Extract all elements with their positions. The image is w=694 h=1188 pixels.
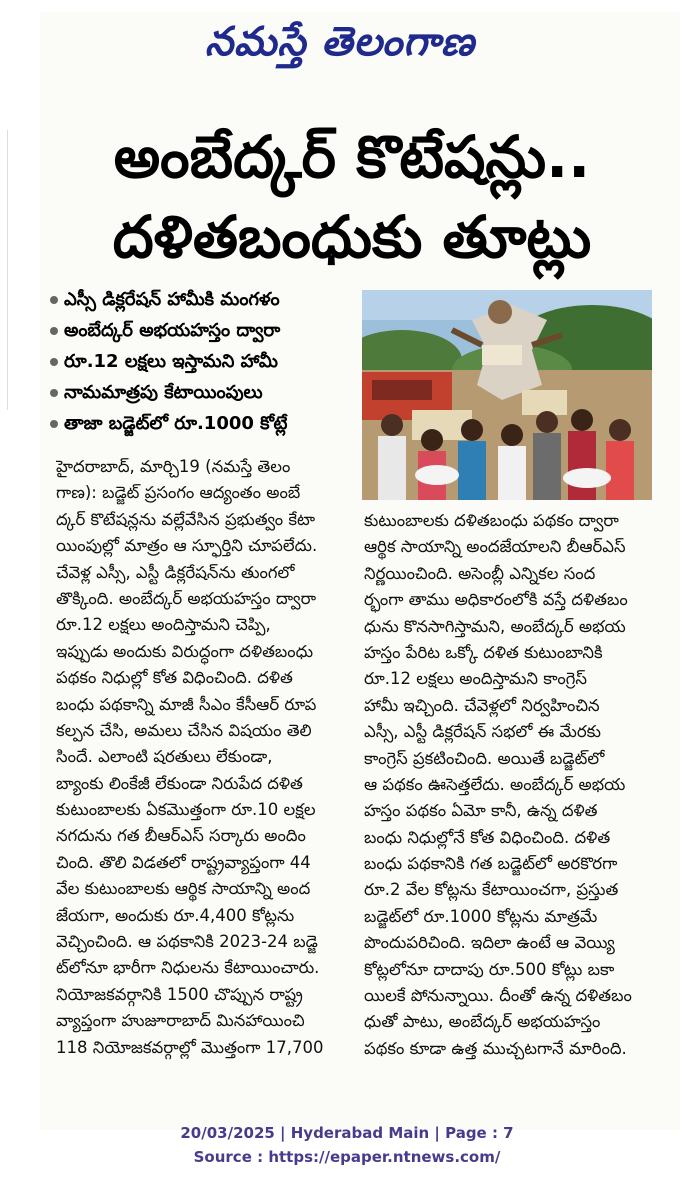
article-line: పథకం నిధుల్లో కోత విధించింది. దళిత <box>56 668 293 688</box>
article-line: నగదును గత బీఆర్‌ఎస్ సర్కారు అందిం <box>56 826 306 846</box>
source-link[interactable]: Source : https://epaper.ntnews.com/ <box>193 1148 501 1166</box>
bullet-item: అంబేద్కర్ అభయహస్తం ద్వారా <box>48 315 378 346</box>
article-line: రూ.2 వేల కోట్లను కేటాయించగా, ప్రస్తుత <box>364 880 619 900</box>
article-line: తొక్కింది. అంబేద్కర్ అభయహస్తం ద్వారా <box>56 588 317 608</box>
bullet-item: ఎస్సీ డిక్లరేషన్ హామీకి మంగళం <box>48 284 378 315</box>
article-line: బంధు పథకానికి గత బడ్జెట్‌లో అరకొరగా <box>364 854 618 874</box>
article-line: సిందే. ఎలాంటి షరతులు లేకుండా, <box>56 747 273 767</box>
article-line: కల్పన చేసి, అమలు చేసిన విషయం తెలి <box>56 720 312 740</box>
article-line: కాంగ్రెస్ ప్రకటించింది. అయితే బడ్జెట్‌లో <box>364 748 605 768</box>
article-line: ఎస్సీ, ఎస్టీ డిక్లరేషన్ సభలో ఈ మేరకు <box>364 722 601 742</box>
article-line: ధును కొనసాగిస్తామని, అంబేద్కర్ అభయ <box>364 616 626 636</box>
article-line: ఇప్పుడు అందుకు విరుద్ధంగా దళితబంధు <box>56 641 314 661</box>
article-line: ఆ పథకం ఊసెత్తలేదు. అంబేద్కర్ అభయ <box>364 774 626 794</box>
article-line: బంధు పథకాన్ని మాజీ సీఎం కేసీఆర్ రూప <box>56 694 317 714</box>
article-line: పొందుపరిచింది. ఇదిలా ఉంటే ఆ వెయ్యి <box>364 933 615 953</box>
article-line: నిర్ణయించింది. అసెంబ్లీ ఎన్నికల సంద <box>364 563 596 583</box>
article-line: చింది. తొలి విడతలో రాష్ట్రవ్యాప్తంగా 44 <box>56 852 311 872</box>
article-line: వ్యాప్తంగా హుజూరాబాద్ మినహాయించి <box>56 1011 305 1031</box>
column-rule <box>7 130 8 410</box>
article-line: హస్తం పేరిట ఒక్కో దళిత కుటుంబానికి <box>364 642 603 662</box>
masthead-logo: నమస్తే తెలంగాణ <box>204 18 476 65</box>
article-line: వేల కుటుంబాలకు ఆర్థిక సాయాన్ని అంద <box>56 879 311 899</box>
article-line: ఆర్థిక సాయాన్ని అందజేయాలని బీఆర్‌ఎస్ <box>364 537 626 557</box>
article-line: పథకం కూడా ఉత్త ముచ్చటగానే మారింది. <box>364 1038 627 1058</box>
article-line: రూ.12 లక్షలు అందిస్తామని చెప్పి, <box>56 615 271 635</box>
article-line: 118 నియోజకవర్గాల్లో మొత్తంగా 17,700 <box>56 1037 324 1057</box>
article-line: ద్కర్ కొటేషన్లను వల్లేవేసిన ప్రభుత్వం కేటా <box>56 509 315 529</box>
article-line: కుటుంబాలకు ఏకమొత్తంగా రూ.10 లక్షల <box>56 800 316 820</box>
article-line: ట్‌లోనూ భారీగా నిధులను కేటాయించారు. <box>56 958 320 978</box>
article-line: హామీ ఇచ్చింది. చేవెళ్లలో నిర్వహించిన <box>364 695 600 715</box>
article-line: బ్యాంకు లింకేజీ లేకుండా నిరుపేద దళిత <box>56 773 303 793</box>
protest-photo <box>362 290 652 500</box>
bullet-item: తాజా బడ్జెట్‌లో రూ.1000 కోట్లే <box>48 408 378 439</box>
article-line: నియోజకవర్గానికి 1500 చొప్పున రాష్ట్ర <box>56 984 303 1004</box>
article-line: బంధు నిధుల్లోనే కోత విధించింది. దళిత <box>364 827 611 847</box>
headline-line-1: అంబేద్కర్ కొటేషన్లు.. <box>113 123 591 191</box>
article-line: కుటుంబాలకు దళితబంధు పథకం ద్వారా <box>364 511 619 530</box>
article-line: రూ.12 లక్షలు అందిస్తామని కాంగ్రెస్ <box>364 669 587 689</box>
article-line: ర్భంగా తాము అధికారంలోకి వస్తే దళితబం <box>364 590 628 610</box>
protest-photo-image <box>362 290 652 500</box>
bullet-item: రూ.12 లక్షలు ఇస్తామని హామీ <box>48 346 378 377</box>
article-column-2 <box>364 508 656 1062</box>
article-line: హస్తం పథకం ఏమో కానీ, ఉన్న దళిత <box>364 801 598 821</box>
article-column-1 <box>56 454 356 1061</box>
article-line: యిలకే పోనున్నాయి. దీంతో ఉన్న దళితబం <box>364 986 632 1006</box>
article-line: బడ్జెట్‌లో రూ.1000 కోట్లను మాత్రమే <box>364 906 598 926</box>
article-line: యింపుల్లో మాత్రం ఆ స్ఫూర్తిని చూపలేదు. <box>56 536 318 556</box>
edition-info: 20/03/2025 | Hyderabad Main | Page : 7 <box>180 1124 514 1142</box>
article-line: వెచ్చించింది. ఆ పథకానికి 2023-24 బడ్జె <box>56 932 318 952</box>
bullet-list <box>48 284 378 439</box>
bullet-item: నామమాత్రపు కేటాయింపులు <box>48 377 378 408</box>
article-line: హైదరాబాద్, మార్చి19 (నమస్తే తెలం <box>56 457 291 476</box>
article-line: చేవెళ్ల ఎస్సీ, ఎస్టీ డిక్లరేషన్‌ను తుంగలో <box>56 562 295 582</box>
article-line: కోట్లలోనూ దాదాపు రూ.500 కోట్లు బకా <box>364 959 615 979</box>
article-line: జేయగా, అందుకు రూ.4,400 కోట్లను <box>56 905 295 925</box>
article-line: ధుతో పాటు, అంబేద్కర్ అభయహస్తం <box>364 1012 601 1032</box>
headline-line-2: దళితబంధుకు తూట్లు <box>112 203 592 271</box>
article-line: గాణ): బడ్జెట్ ప్రసంగం ఆద్యంతం అంబే <box>56 483 301 503</box>
